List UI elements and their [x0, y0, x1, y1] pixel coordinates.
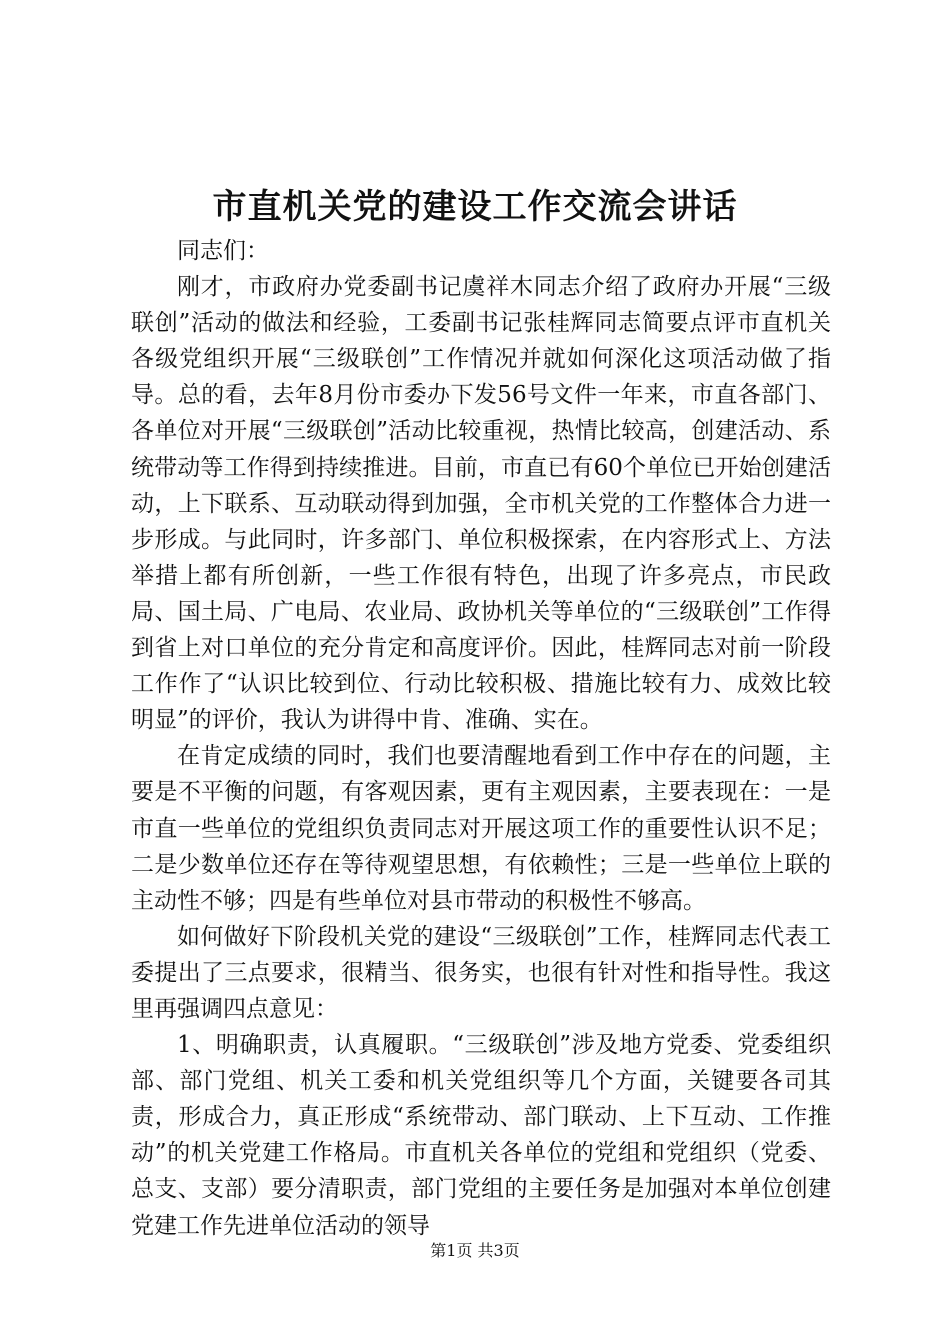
- body-paragraph: 1、明确职责，认真履职。“三级联创”涉及地方党委、党委组织部、部门党组、机关工委和机关党组织等几个方面，关键要各司其责，形成合力，真正形成“系统带动、部门联动、上下互动、工作推动”的机关党建工作格局。市直机关各单位的党组和党组织（党委、总支、支部）要分清职责，部门党组的主要任务是加强对本单位创建党建工作先进单位活动的领导: [131, 1032, 831, 1239]
- page-number-footer: 第1页 共3页: [430, 1241, 520, 1260]
- document-body: [131, 233, 831, 1244]
- body-paragraph: 如何做好下阶段机关党的建设“三级联创”工作，桂辉同志代表工委提出了三点要求，很精当、很务实，也很有针对性和指导性。我这里再强调四点意见：: [131, 923, 831, 1022]
- body-paragraph: 刚才，市政府办党委副书记虞祥木同志介绍了政府办开展“三级联创”活动的做法和经验，工委副书记张桂辉同志简要点评市直机关各级党组织开展“三级联创”工作情况并就如何深化这项活动做了指导。总的看，去年8月份市委办下发56号文件一年来，市直各部门、各单位对开展“三级联创”活动比较重视，热情比较高，创建活动、系统带动等工作得到持续推进。目前，市直已有60个单位已开始创建活动，上下联系、互动联动得到加强，全市机关党的工作整体合力进一步形成。与此同时，许多部门、单位积极探索，在内容形式上、方法举措上都有所创新，一些工作很有特色，出现了许多亮点，市民政局、国土局、广电局、农业局、政协机关等单位的“三级联创”工作得到省上对口单位的充分肯定和高度评价。因此，桂辉同志对前一阶段工作作了“认识比较到位、行动比较积极、措施比较有力、成效比较明显”的评价，我认为讲得中肯、准确、实在。: [131, 274, 831, 734]
- body-paragraph: 在肯定成绩的同时，我们也要清醒地看到工作中存在的问题，主要是不平衡的问题，有客观因素，更有主观因素，主要表现在：一是市直一些单位的党组织负责同志对开展这项工作的重要性认识不足；二是少数单位还存在等待观望思想，有依赖性；三是一些单位上联的主动性不够；四是有些单位对县市带动的积极性不够高。: [131, 743, 831, 914]
- salutation-paragraph: 同志们：: [177, 238, 269, 264]
- document-title: 市直机关党的建设工作交流会讲话: [212, 187, 738, 227]
